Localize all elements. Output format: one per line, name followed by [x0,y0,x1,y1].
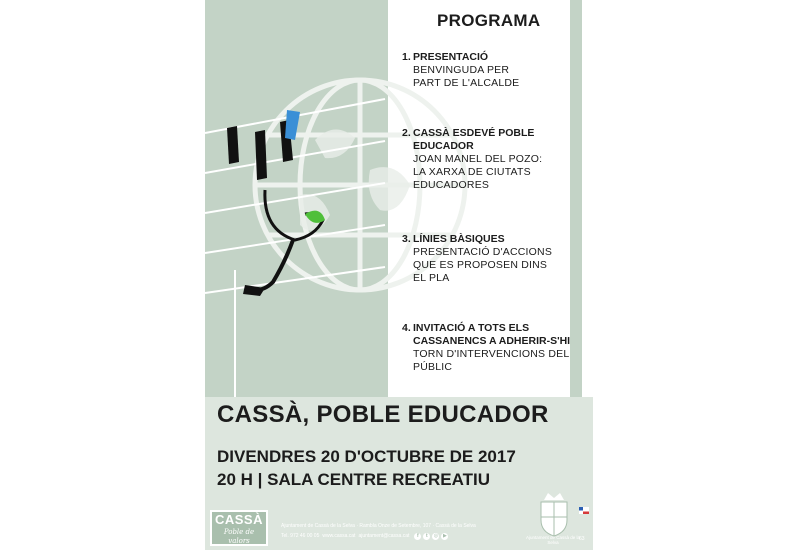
event-place: 20 H | SALA CENTRE RECREATIU [217,470,491,489]
event-title: CASSÀ, POBLE EDUCADOR [217,401,549,428]
contact-info [281,521,476,541]
page-number: 63 [579,536,585,542]
facebook-icon[interactable]: f [414,533,421,540]
item-heading: EDUCADOR [413,140,474,152]
item-number: 1. [402,51,411,63]
event-date: DIVENDRES 20 D'OCTUBRE DE 2017 [217,447,516,466]
contact-web[interactable]: www.cassa.cat [322,533,356,539]
item-body-line: TORN D'INTERVENCIONS DEL [413,348,570,360]
contact-phone: Tel. 972 46 00 05 [281,533,320,539]
item-body-line: JOAN MANEL DEL POZO: [413,153,543,165]
program-item-2 [402,127,580,192]
logo-name: CASSÀ [214,512,263,527]
item-body-line: EDUCADORES [413,179,490,191]
contact-email[interactable]: ajuntament@cassa.cat [358,533,410,539]
program-item-1 [402,51,580,90]
item-body-line: PÚBLIC [413,361,453,373]
logo-tagline: Poble de valors [223,528,255,545]
flag-icon [579,507,589,514]
item-body-line: PRESENTACIÓ D'ACCIONS [413,246,553,258]
twitter-icon[interactable]: t [423,533,430,540]
youtube-icon[interactable]: ▶ [442,532,447,539]
instagram-icon[interactable]: ◎ [433,532,439,539]
item-number: 4. [402,322,411,334]
item-heading: CASSÀ ESDEVÉ POBLE [413,127,535,139]
program-item-3 [402,233,580,285]
item-heading: CASSANENCS A ADHERIR-S'HI [413,335,571,347]
event-poster [205,0,593,550]
crest-icon [534,490,574,540]
item-number: 2. [402,127,411,139]
item-body-line: QUE ES PROPOSEN DINS [413,259,548,271]
item-heading: LÍNIES BÀSIQUES [413,233,505,245]
item-number: 3. [402,233,411,245]
program-title: PROGRAMA [437,11,541,30]
item-heading: INVITACIÓ A TOTS ELS [413,322,530,334]
item-heading: PRESENTACIÓ [413,51,489,63]
program-item-4 [402,322,580,374]
item-body-line: LA XARXA DE CIUTATS [413,166,531,178]
cassa-logo [210,510,268,546]
contact-address: Ajuntament de Cassà de la Selva · Rambla Onze de Setembre, 107 · Cassà de la Selva [281,523,476,529]
crest-caption: Ajuntament de Cassà de la Selva [525,535,581,545]
item-body-line: BENVINGUDA PER [413,64,510,76]
item-body-line: EL PLA [413,272,450,284]
item-body-line: PART DE L'ALCALDE [413,77,520,89]
